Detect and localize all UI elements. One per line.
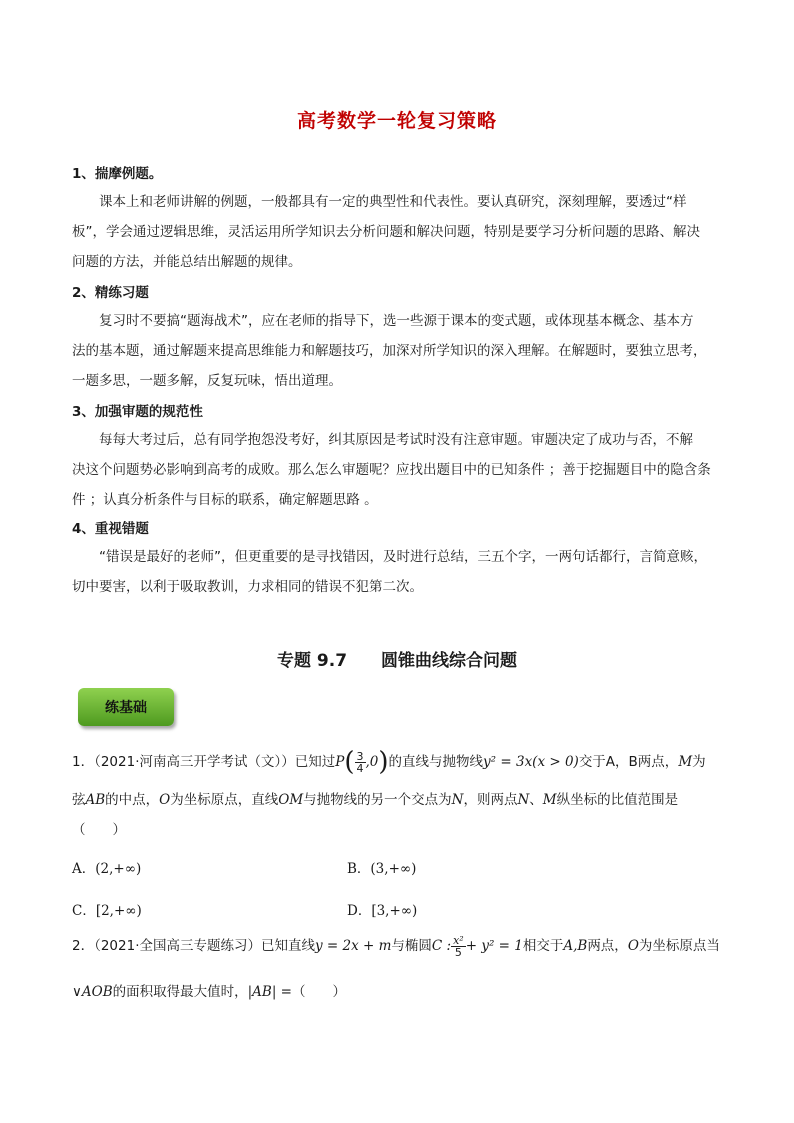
question-2-text: 相交于 [522,938,564,954]
question-2-prefix: 2．（2021·全国高三专题练习）已知直线 [72,938,315,954]
question-1-line-2 [72,788,678,808]
paragraph-line: 决这个问题势必影响到高考的成败。那么怎么审题呢？应找出题目中的已知条件 ；善于挖掘题目中的隐含条 [72,462,711,478]
question-1-text: 、 [529,792,543,808]
question-2-answer-blank: （ ） [292,984,346,1000]
section-paragraph-3 [72,425,722,515]
question-1-text: 与抛物线的另一个交点为 [303,792,452,808]
practice-badge: 练基础 [78,688,174,726]
option-b[interactable]: B．(3,+∞) [347,861,417,877]
fraction [451,935,466,958]
math-text: ,0 [365,754,379,770]
fraction-numerator: 3 [356,749,364,763]
section-heading-3: 3、加强审题的规范性 [72,404,203,420]
page-title: 高考数学一轮复习策略 [296,110,497,132]
paragraph-line: 板”，学会通过逻辑思维，灵活运用所学知识去分析问题和解决问题，特别是要学习分析问题的思路、解决 [72,224,700,240]
line-equation: y = 2x + m [315,938,392,954]
fraction-numerator: x² [453,933,464,947]
math-var: A,B [563,938,588,954]
question-2-text: 两点， [587,938,628,954]
math-var: O [159,792,171,808]
math-var: M [542,792,557,808]
question-2-line-2 [72,980,346,1000]
option-d[interactable]: D．[3,+∞) [347,903,418,919]
question-1-text: 的直线与抛物线 [388,754,484,770]
ellipse-equation: + y² = 1 [465,938,523,954]
question-1-text: 为 [692,754,706,770]
paragraph-line: 法的基本题，通过解题来提高思维能力和解题技巧，加深对所学知识的深入理解。在解题时，要独立思考， [72,343,707,359]
section-paragraph-2 [72,306,722,396]
option-a[interactable]: A．(2,+∞) [72,861,142,877]
question-1-text: 的中点， [105,792,160,808]
paragraph-line: 每每大考过后，总有同学抱怨没考好，纠其原因是考试时没有注意审题。审题决定了成功与否，不解 [99,432,693,448]
math-var: ∨AOB [72,984,113,1000]
parabola-equation: y² = 3x(x > 0) [483,754,579,770]
paragraph-line: 问题的方法，并能总结出解题的规律。 [72,254,302,270]
math-var: N [517,792,530,808]
math-abs: |AB| = [247,984,292,1000]
paragraph-line: 复习时不要搞“题海战术”，应在老师的指导下，选一些源于课本的变式题，或体现基本概念、基本方 [99,313,694,329]
math-var: OM [278,792,304,808]
paragraph-line: 件 ；认真分析条件与目标的联系，确定解题思路 。 [72,492,378,508]
topic-name: 圆锥曲线综合问题 [380,651,517,671]
math-var: O [627,938,639,954]
section-heading-4: 4、重视错题 [72,521,149,537]
question-1-line-1: 1．（2021·河南高三开学考试（文））已知过P( $\frac{3}{4}$ ,0)的直线与抛物线y² = 3x(x > 0)交于A，B两点，M为 [72,747,706,777]
paragraph-line: 切中要害，以利于吸取教训，力求相同的错误不犯第二次。 [72,579,423,595]
fraction-denominator: 4 [356,761,364,775]
math-var: N [451,792,464,808]
question-2-text: 的面积取得最大值时， [112,984,248,1000]
section-heading-2: 2、精练习题 [72,285,149,301]
question-2-text: 与椭圆 [391,938,432,954]
question-2-line-1 [72,934,720,958]
question-1-text: ，则两点 [463,792,518,808]
math-var: C : [431,938,452,954]
question-2-text: 为坐标原点当 [638,938,720,954]
question-1-text: 为坐标原点，直线 [170,792,279,808]
question-1-answer-blank: （ ） [72,822,126,838]
section-paragraph-1 [72,187,722,277]
section-heading-1: 1、揣摩例题。 [72,166,163,182]
paragraph-line: “错误是最好的老师”，但更重要的是寻找错因，及时进行总结，三五个字，一两句话都行，言简意赅， [99,549,707,565]
question-1-text: 弦 [72,792,86,808]
question-1-text: 纵坐标的比值范围是 [556,792,679,808]
question-1-prefix: 1．（2021·河南高三开学考试（文））已知过 [72,754,336,770]
paragraph-line: 课本上和老师讲解的例题，一般都具有一定的典型性和代表性。要认真研究，深刻理解，要透过“样 [99,194,687,210]
topic-heading [0,646,794,671]
section-paragraph-4 [72,542,722,602]
topic-label: 专题 9.7 [277,651,348,671]
paragraph-line: 一题多思，一题多解，反复玩味，悟出道理。 [72,373,342,389]
math-var: P [335,754,345,770]
math-var: M [678,754,693,770]
fraction-denominator: 5 [454,945,462,959]
math-var: AB [85,792,106,808]
option-c[interactable]: C．[2,+∞) [72,903,142,919]
question-1-text: 交于A，B两点， [578,754,679,770]
fraction [355,751,366,774]
